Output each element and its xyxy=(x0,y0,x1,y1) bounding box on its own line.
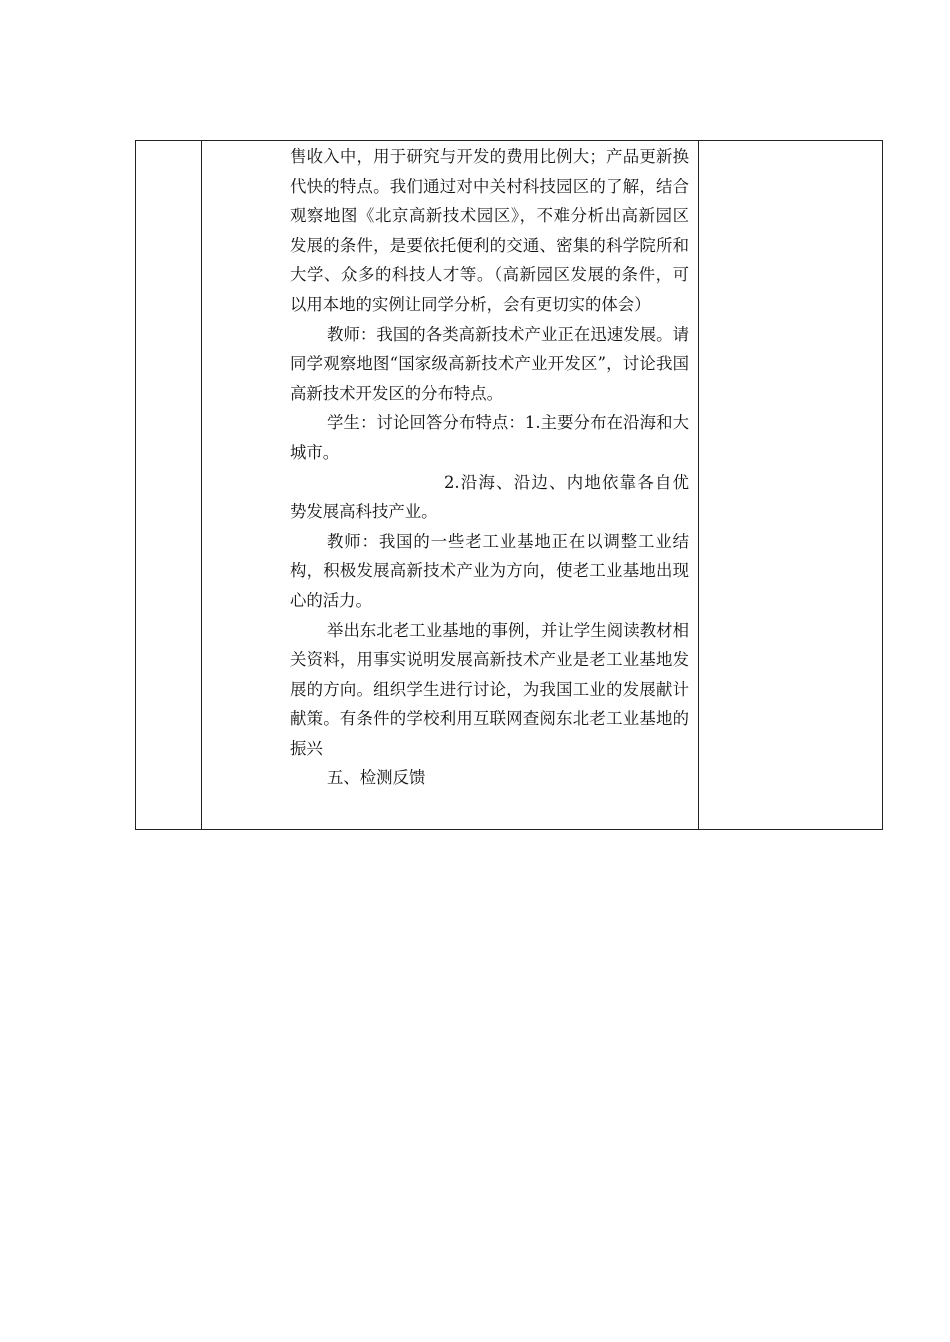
lesson-plan-table xyxy=(135,140,883,830)
paragraph: 售收入中，用于研究与开发的费用比例大；产品更新换代快的特点。我们通过对中关村科技园区的了解，结合观察地图《北京高新技术园区》，不难分析出高新园区发展的条件，是要依托便利的交通、密集的科学院所和大学、众多的科技人才等。（高新园区发展的条件，可以用本地的实例让同学分析，会有更切实的体会） xyxy=(290,147,689,314)
table-cell-right xyxy=(699,141,883,830)
table-cell-content xyxy=(202,141,699,830)
paragraph: 学生：讨论回答分布特点：1.主要分布在沿海和大城市。 xyxy=(290,413,689,462)
table-cell-left xyxy=(136,141,202,830)
paragraph: 举出东北老工业基地的事例，并让学生阅读教材相关资料，用事实说明发展高新技术产业是老工业基地发展的方向。组织学生进行讨论，为我国工业的发展献计献策。有条件的学校利用互联网查阅东北老工业基地的振兴 xyxy=(290,620,689,758)
table-row xyxy=(136,141,883,830)
teaching-process-text xyxy=(202,141,698,793)
paragraph: 教师：我国的各类高新技术产业正在迅速发展。请同学观察地图“国家级高新技术产业开发区”，讨论我国高新技术开发区的分布特点。 xyxy=(290,324,689,403)
paragraph: 教师：我国的一些老工业基地正在以调整工业结构，积极发展高新技术产业为方向，使老工业基地出现心的活力。 xyxy=(290,531,689,610)
paragraph: 2.沿海、沿边、内地依靠各自优势发展高科技产业。 xyxy=(290,472,689,522)
section-heading: 五、检测反馈 xyxy=(327,768,426,788)
